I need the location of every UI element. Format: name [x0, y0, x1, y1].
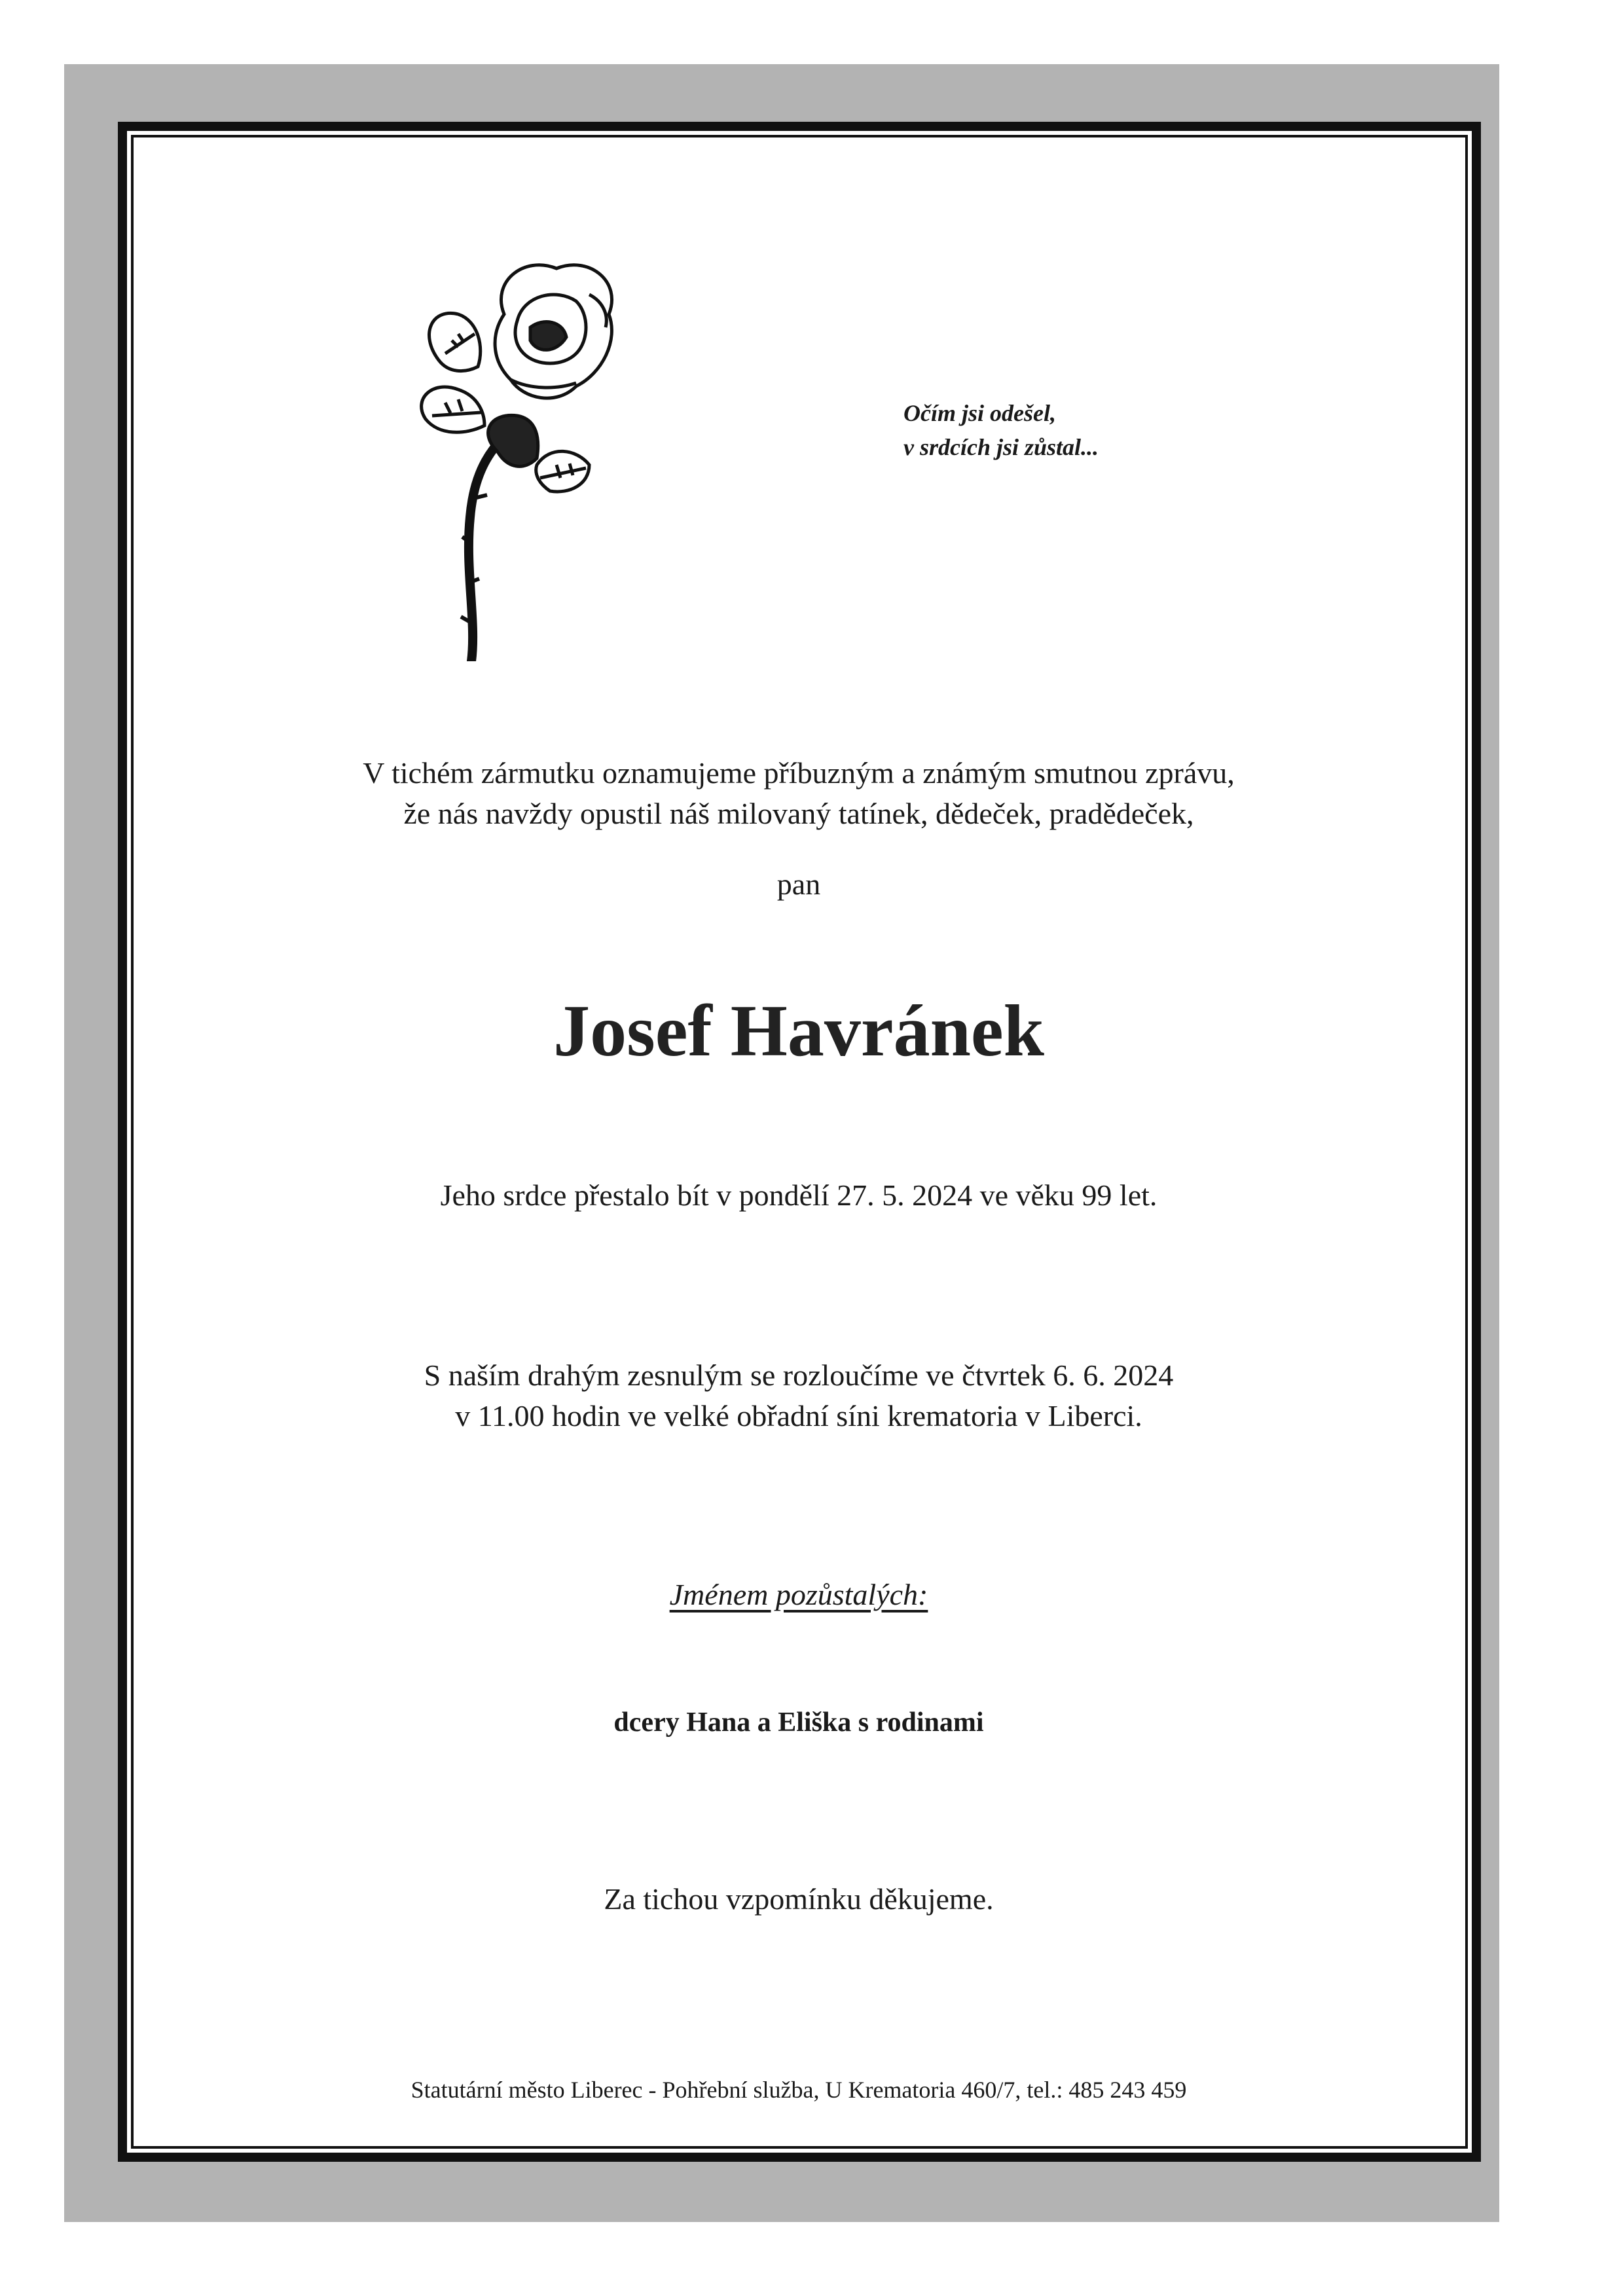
farewell-notice [131, 1355, 1467, 1436]
mourners: dcery Hana a Eliška s rodinami [613, 1707, 984, 1738]
death-notice: Jeho srdce přestalo bít v pondělí 27. 5. 2024 ve věku 99 let. [440, 1178, 1158, 1212]
announcement [131, 753, 1467, 834]
on-behalf-label: Jménem pozůstalých: [669, 1578, 928, 1611]
farewell-line-2: v 11.00 hodin ve velké obřadní síni krematoria v Liberci. [455, 1399, 1142, 1432]
announcement-line-2: že nás navždy opustil náš milovaný tatínek, dědeček, pradědeček, [403, 797, 1194, 830]
funeral-service-footer: Statutární město Liberec - Pohřební služba, U Krematoria 460/7, tel.: 485 243 459 [410, 2077, 1187, 2103]
motto-line-2: v srdcích jsi zůstal... [903, 434, 1099, 460]
deceased-name: Josef Havránek [553, 991, 1044, 1072]
rose-icon [393, 255, 629, 661]
motto-line-1: Očím jsi odešel, [903, 400, 1056, 426]
salutation: pan [776, 867, 821, 901]
farewell-line-1: S naším drahým zesnulým se rozloučíme ve čtvrtek 6. 6. 2024 [424, 1358, 1174, 1392]
inner-border-line [131, 135, 1468, 2149]
thanks-note: Za tichou vzpomínku děkujeme. [604, 1882, 994, 1916]
motto [903, 396, 1099, 464]
announcement-line-1: V tichém zármutku oznamujeme příbuzným a známým smutnou zprávu, [363, 756, 1235, 790]
